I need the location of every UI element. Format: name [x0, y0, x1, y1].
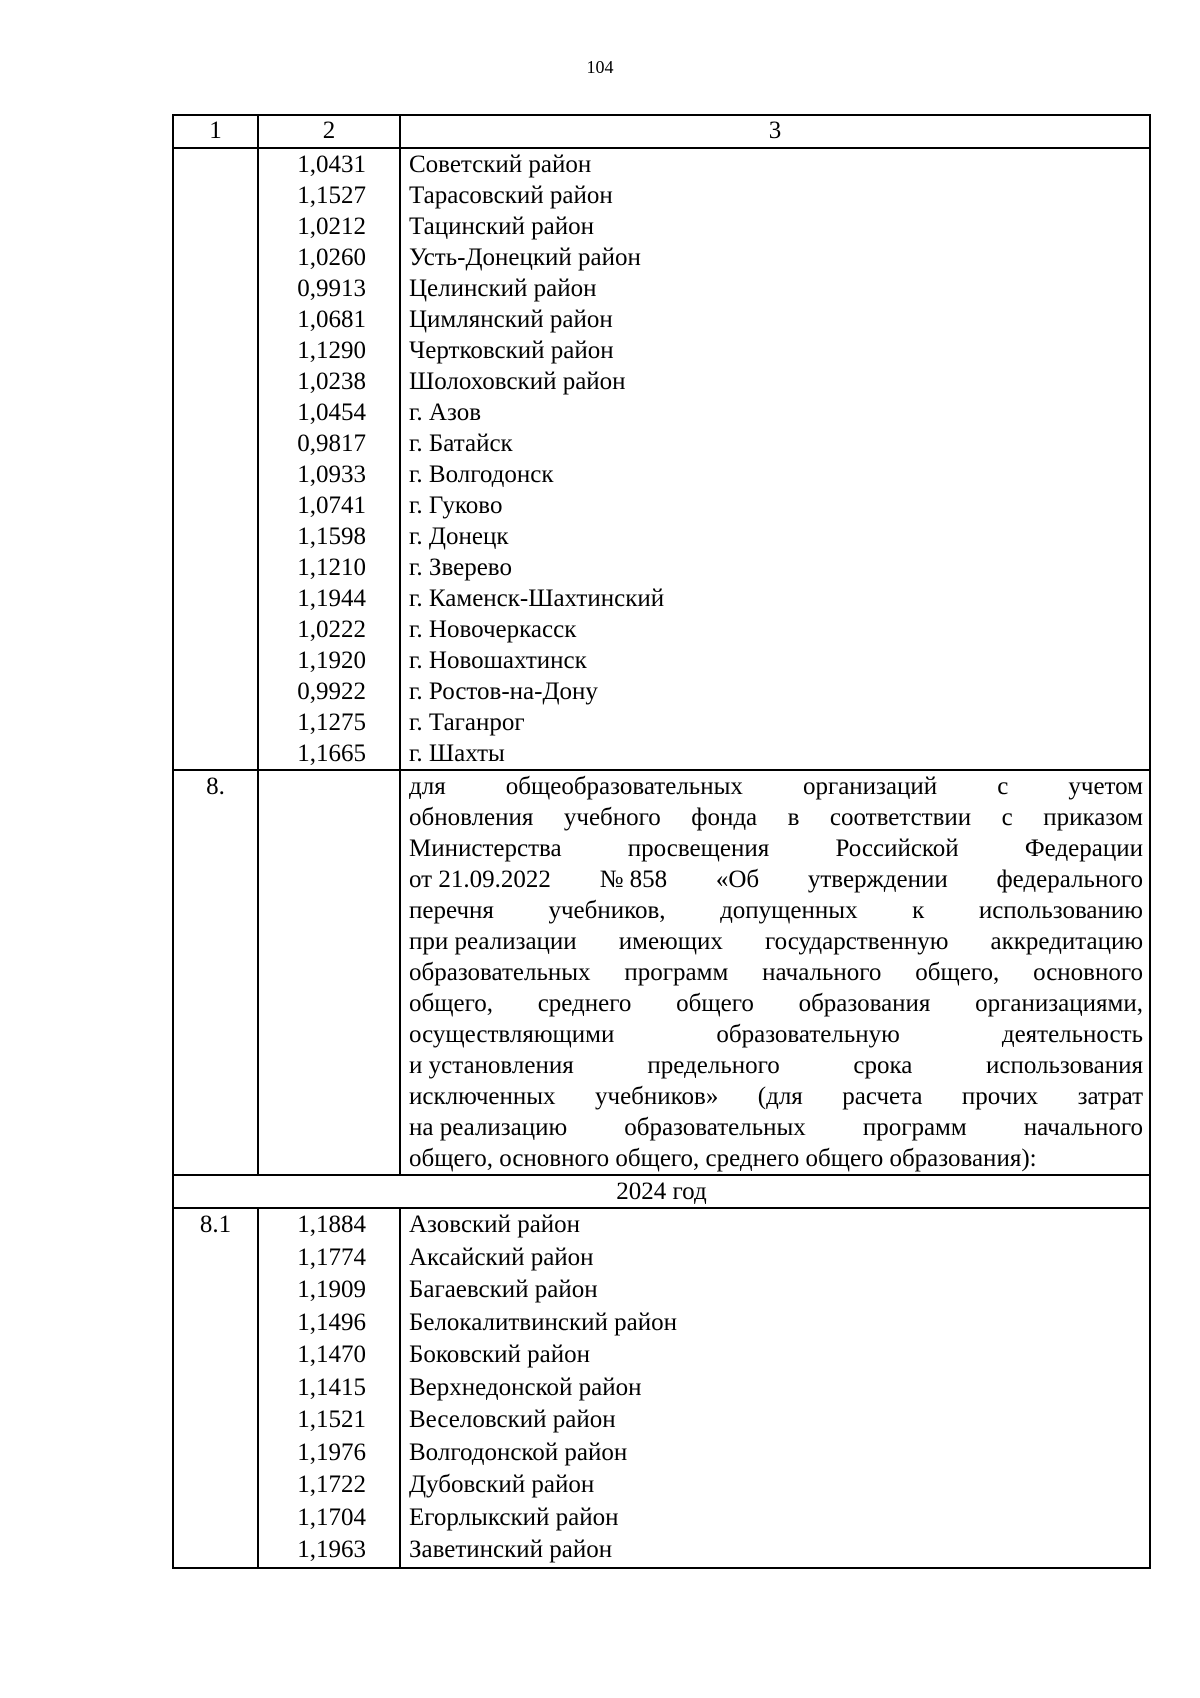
description-word: Российской: [835, 835, 959, 862]
territory-name: г. Каменск-Шахтинский: [409, 585, 665, 612]
coefficient-value: 1,1944: [297, 585, 366, 612]
description-word: среднего: [537, 990, 632, 1017]
territory-name: Багаевский район: [409, 1276, 598, 1303]
description-line: [409, 864, 1143, 895]
description-word: к: [912, 897, 925, 924]
coefficient-value: 1,1496: [297, 1308, 366, 1336]
description-line: [409, 1081, 1143, 1112]
description-word: образовательных: [409, 959, 591, 986]
coefficient-value: 1,0741: [297, 492, 366, 519]
header-col-2: 2: [258, 115, 400, 148]
description-word: учебников»: [595, 1083, 719, 1110]
territory-name: Усть-Донецкий район: [409, 244, 641, 271]
description-word: организаций: [802, 773, 938, 800]
territory-name: Целинский район: [409, 275, 597, 302]
description-word: перечня: [409, 897, 494, 924]
coefficient-value: 0,9913: [297, 275, 366, 302]
description-line: [409, 1050, 1143, 1081]
territory-name: Верхнедонской район: [409, 1373, 642, 1401]
territory-name: г. Волгодонск: [409, 461, 554, 488]
description-word: «Об: [715, 866, 760, 893]
coefficient-value: 1,1884: [297, 1211, 366, 1238]
territory-name: Дубовский район: [409, 1471, 595, 1498]
description-word: использования: [986, 1052, 1143, 1079]
description-word: в: [787, 804, 800, 831]
description-word: обновления: [409, 804, 534, 831]
description-word: образовательную: [716, 1021, 900, 1048]
description-word: для: [409, 773, 446, 800]
coefficient-value: 1,0933: [297, 461, 366, 488]
description-word: с: [1001, 804, 1013, 831]
territory-name: г. Новочеркасск: [409, 616, 577, 643]
territory-name: Тацинский район: [409, 213, 594, 240]
description-word: предельного: [647, 1052, 780, 1079]
territory-name: Заветинский район: [409, 1536, 613, 1563]
territory-name: Волгодонской район: [409, 1438, 628, 1466]
territory-name: Веселовский район: [409, 1406, 616, 1433]
section-description: [400, 770, 1150, 1175]
coefficient-value: 1,1774: [297, 1243, 366, 1271]
description-word: Федерации: [1024, 835, 1143, 862]
description-line: [409, 926, 1143, 957]
territory-name: Егорлыкский район: [409, 1503, 619, 1531]
description-word: утверждении: [807, 866, 948, 893]
description-word: приказом: [1043, 804, 1143, 831]
territory-name: г. Таганрог: [409, 709, 525, 736]
description-word: аккредитацию: [990, 928, 1143, 955]
description-word: использованию: [978, 897, 1143, 924]
section-number: 8.1: [199, 1211, 232, 1238]
row-number-cell: [173, 770, 258, 1175]
description-word: расчета: [842, 1083, 923, 1110]
description-word: имеющих: [618, 928, 723, 955]
description-line: [409, 802, 1143, 833]
description-word: образования: [798, 990, 931, 1017]
description-word: при реализации: [409, 928, 577, 955]
description-word: начального: [762, 959, 882, 986]
coefficient-value: 1,1210: [297, 554, 366, 581]
territory-name: Чертковский район: [409, 337, 614, 364]
coefficients-table: [172, 114, 1151, 1569]
territory-name: Азовский район: [409, 1211, 581, 1238]
description-word: осуществляющими: [409, 1021, 615, 1048]
table-header-row: [173, 115, 1150, 148]
description-word: прочих: [961, 1083, 1039, 1110]
description-word: общеобразовательных: [505, 773, 743, 800]
description-word: срока: [853, 1052, 913, 1079]
coefficient-value: 1,1963: [297, 1536, 366, 1563]
section-number: 8.: [206, 773, 225, 800]
coefficient-value: 1,1598: [297, 523, 366, 550]
coefficient-value: 1,1275: [297, 709, 366, 736]
territory-cell: [400, 148, 1150, 770]
coefficient-value: 1,1976: [297, 1438, 366, 1466]
row-number-cell: [173, 148, 258, 770]
description-word: общего,: [409, 990, 493, 1017]
description-word: программ: [862, 1114, 967, 1141]
description-word: деятельность: [1001, 1021, 1143, 1048]
coefficient-value: 1,0454: [297, 399, 366, 426]
description-word: фонда: [691, 804, 758, 831]
territory-name: Белокалитвинский район: [409, 1308, 677, 1336]
description-word: от 21.09.2022: [409, 866, 551, 893]
description-word: исключенных: [409, 1083, 556, 1110]
header-col-1: 1: [173, 115, 258, 148]
coefficient-value: 1,1722: [297, 1471, 366, 1498]
description-word: общего: [676, 990, 754, 1017]
territory-name: Боковский район: [409, 1341, 590, 1368]
territory-name: Советский район: [409, 151, 592, 178]
description-line: [409, 833, 1143, 864]
description-word: допущенных: [720, 897, 858, 924]
territory-name: г. Шахты: [409, 740, 505, 767]
coefficient-cell: [258, 770, 400, 1175]
description-word: затрат: [1077, 1083, 1143, 1110]
territory-name: г. Донецк: [409, 523, 509, 550]
coefficient-value: 1,1470: [297, 1341, 366, 1368]
territory-name: г. Азов: [409, 399, 482, 426]
page-number: 104: [586, 57, 614, 77]
coefficient-value: 1,0260: [297, 244, 366, 271]
territory-name: г. Зверево: [409, 554, 512, 581]
coefficient-value: 1,1920: [297, 647, 366, 674]
territory-name: Шолоховский район: [409, 368, 626, 395]
coefficient-value: 1,1665: [297, 740, 366, 767]
description-line: [409, 895, 1143, 926]
coefficient-value: 1,0222: [297, 616, 366, 643]
coefficient-value: 1,0681: [297, 306, 366, 333]
territory-name: г. Ростов-на-Дону: [409, 678, 598, 705]
description-word: (для: [757, 1083, 803, 1110]
description-word: основного: [1033, 959, 1143, 986]
coefficient-cell: [258, 148, 400, 770]
description-word: программ: [624, 959, 729, 986]
territory-name: г. Батайск: [409, 430, 513, 457]
coefficient-value: 1,1521: [297, 1406, 366, 1433]
description-line: [409, 771, 1143, 802]
description-word: учетом: [1068, 773, 1143, 800]
territory-name: г. Новошахтинск: [409, 647, 587, 674]
coefficient-value: 1,1704: [297, 1503, 366, 1531]
description-last-line: общего, основного общего, среднего общего образования):: [409, 1145, 1037, 1172]
header-col-3: 3: [400, 115, 1150, 148]
table-row-section-8-1: [173, 1208, 1150, 1568]
description-word: на реализацию: [409, 1114, 568, 1141]
description-word: федерального: [996, 866, 1143, 893]
year-label: 2024 год: [173, 1175, 1150, 1208]
coefficient-value: 1,0212: [297, 213, 366, 240]
coefficient-value: 0,9922: [297, 678, 366, 705]
coefficient-value: 1,1909: [297, 1276, 366, 1303]
description-word: учебников,: [548, 897, 666, 924]
description-word: и установления: [409, 1052, 574, 1079]
description-word: Министерства: [409, 835, 562, 862]
description-word: образовательных: [624, 1114, 806, 1141]
row-number-cell: [173, 1208, 258, 1568]
description-line: [409, 988, 1143, 1019]
coefficient-value: 1,1527: [297, 182, 366, 209]
description-word: с: [997, 773, 1009, 800]
table-row-section-8: [173, 770, 1150, 1175]
coefficient-value: 1,1415: [297, 1373, 366, 1401]
description-word: организациями,: [975, 990, 1143, 1017]
territory-name: г. Гуково: [409, 492, 503, 519]
description-word: общего,: [915, 959, 1000, 986]
territory-name: Аксайский район: [409, 1243, 594, 1271]
territory-cell: [400, 1208, 1150, 1568]
table-row-continuation: [173, 148, 1150, 770]
description-word: государственную: [764, 928, 949, 955]
coefficient-value: 0,9817: [297, 430, 366, 457]
coefficient-value: 1,1290: [297, 337, 366, 364]
description-line: [409, 1112, 1143, 1143]
description-word: начального: [1023, 1114, 1143, 1141]
description-word: соответствии: [829, 804, 972, 831]
description-line: [409, 957, 1143, 988]
coefficient-value: 1,0238: [297, 368, 366, 395]
territory-name: Тарасовский район: [409, 182, 613, 209]
description-word: № 858: [599, 866, 668, 893]
description-word: просвещения: [627, 835, 770, 862]
territory-name: Цимлянский район: [409, 306, 613, 333]
description-line: [409, 1019, 1143, 1050]
coefficient-value: 1,0431: [297, 151, 366, 178]
year-row: [173, 1175, 1150, 1208]
description-word: учебного: [563, 804, 661, 831]
coefficient-cell: [258, 1208, 400, 1568]
